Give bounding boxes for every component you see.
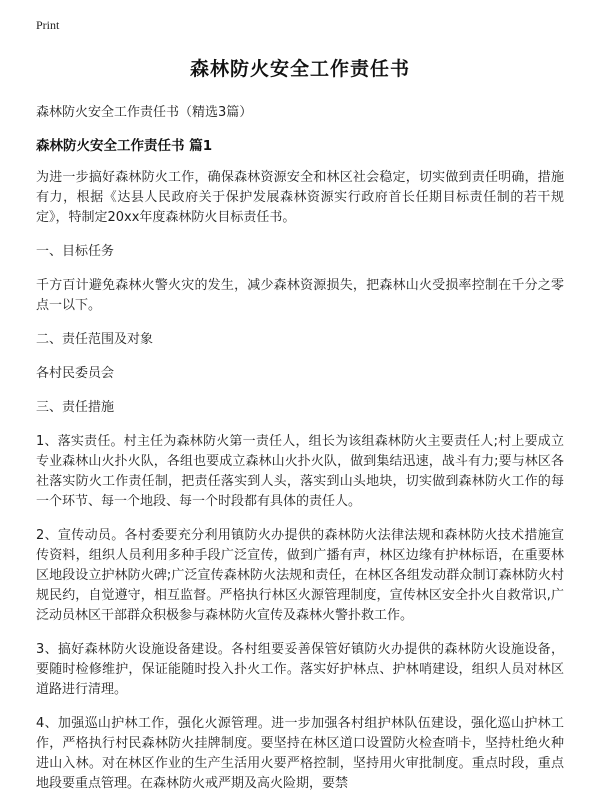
measure-paragraph-4: 4、加强巡山护林工作，强化火源管理。进一步加强各村组护林队伍建设，强化巡山护林工作，严格执行村民森林防火挂牌制度。要坚持在林区道口设置防火检查哨卡，坚持杜绝火种进山入林。对在林区作业的生产生活用火要严格控制，坚持用火审批制度。重点时段，重点地段要重点管理。在森林防火戒严期及高火险期，要禁 <box>36 716 564 791</box>
document-title: 森林防火安全工作责任书 <box>189 58 410 80</box>
heading-goals: 一、目标任务 <box>36 244 115 259</box>
intro-paragraph: 为进一步搞好森林防火工作，确保森林资源安全和林区社会稳定，切实做到责任明确，措施有力，根据《达县人民政府关于保护发展森林资源实行政府首长任期目标责任制的若干规定》，特制定20xx年度森林防火目标责任书。 <box>36 170 564 225</box>
measure-paragraph-3: 3、搞好森林防火设施设备建设。各村组要妥善保管好镇防火办提供的森林防火设施设备，要随时检修维护，保证能随时投入扑火工作。落实好护林点、护林哨建设，组织人员对林区道路进行清理。 <box>36 642 564 697</box>
heading-scope: 二、责任范围及对象 <box>36 332 154 347</box>
heading-measures: 三、责任措施 <box>36 400 115 415</box>
section-title: 森林防火安全工作责任书 篇1 <box>36 138 213 154</box>
measure-paragraph-2: 2、宣传动员。各村委要充分利用镇防火办提供的森林防火法律法规和森林防火技术措施宣传资料，组织人员利用多种手段广泛宣传，做到广播有声，林区边缘有护林标语，在重要林区地段设立护林防火碑;广泛宣传森林防火法规和责任，在林区各组发动群众制订森林防火村规民约，自觉遵守，相互监督。严格执行林区火源管理制度，宣传林区安全扑火自救常识,广泛动员林区干部群众积极参与森林防火宣传及森林火警扑救工作。 <box>36 528 564 623</box>
goals-paragraph: 千方百计避免森林火警火灾的发生，减少森林资源损失，把森林山火受损率控制在千分之零点一以下。 <box>36 278 564 313</box>
measure-paragraph-1: 1、落实责任。村主任为森林防火第一责任人，组长为该组森林防火主要责任人;村上要成立专业森林山火扑火队，各组也要成立森林山火扑火队，做到集结迅速，战斗有力;要与林区各社落实防火工作责任制，把责任落实到人头，落实到山头地块，切实做到森林防火工作的每一个环节、每一个地段、每一个时段都有具体的责任人。 <box>36 434 564 509</box>
print-link[interactable]: Print <box>36 18 60 32</box>
scope-paragraph: 各村民委员会 <box>36 366 115 381</box>
document-subtitle: 森林防火安全工作责任书（精选3篇） <box>36 105 253 120</box>
document-page <box>36 46 564 808</box>
